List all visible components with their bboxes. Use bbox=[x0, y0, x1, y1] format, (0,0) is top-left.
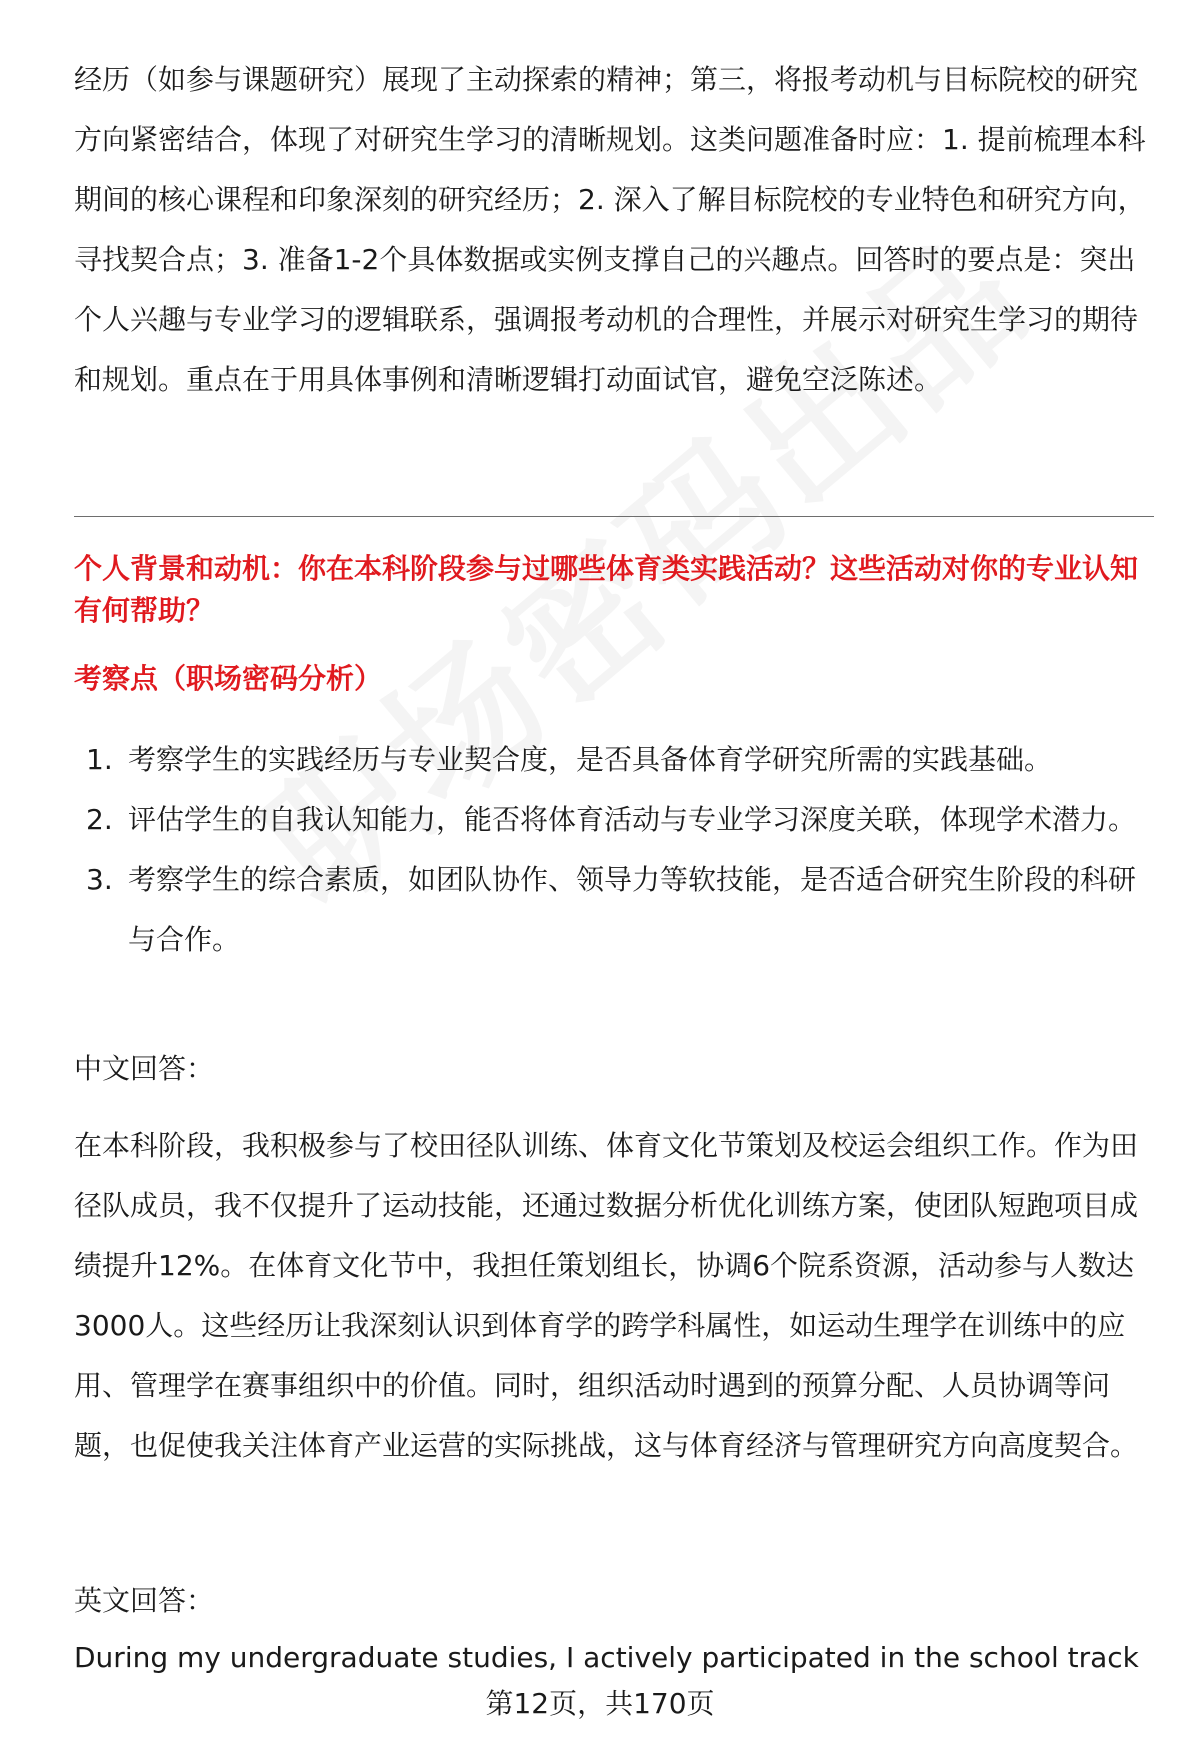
list-item-number: 3. bbox=[86, 863, 113, 896]
question-title: 个人背景和动机：你在本科阶段参与过哪些体育类实践活动？这些活动对你的专业认知有何帮助？ bbox=[74, 552, 1139, 627]
list-item-number: 2. bbox=[86, 803, 113, 836]
english-answer-label: 英文回答： bbox=[74, 1584, 215, 1617]
chinese-answer-text: 在本科阶段，我积极参与了校田径队训练、体育文化节策划及校运会组织工作。作为田径队成员，我不仅提升了运动技能，还通过数据分析优化训练方案，使团队短跑项目成绩提升12%。在体育文化节中，我担任策划组长，协调6个院系资源，活动参与人数达3000人。这些经历让我深刻认识到体育学的跨学科属性，如运动生理学在训练中的应用、管理学在赛事组织中的价值。同时，组织活动时遇到的预算分配、人员协调等问题，也促使我关注体育产业运营的实际挑战，这与体育经济与管理研究方向高度契合。 bbox=[74, 1129, 1139, 1462]
assessment-points-list bbox=[74, 730, 1154, 970]
page-number: 第12页，共170页 bbox=[485, 1687, 715, 1720]
points-heading: 考察点（职场密码分析） bbox=[74, 662, 383, 695]
list-item-text: 考察学生的综合素质，如团队协作、领导力等软技能，是否适合研究生阶段的科研与合作。 bbox=[128, 863, 1137, 956]
section-divider bbox=[74, 516, 1154, 517]
intro-paragraph: 经历（如参与课题研究）展现了主动探索的精神；第三，将报考动机与目标院校的研究方向紧密结合，体现了对研究生学习的清晰规划。这类问题准备时应：1. 提前梳理本科期间的核心课程和印象深刻的研究经历；2. 深入了解目标院校的专业特色和研究方向，寻找契合点；3. 准备1-2个具体数据或实例支撑自己的兴趣点。回答时的要点是：突出个人兴趣与专业学习的逻辑联系，强调报考动机的合理性，并展示对研究生学习的期待和规划。重点在于用具体事例和清晰逻辑打动面试官，避免空泛陈述。 bbox=[74, 63, 1146, 396]
list-item bbox=[74, 850, 1154, 970]
list-item bbox=[74, 730, 1154, 790]
list-item-text: 考察学生的实践经历与专业契合度，是否具备体育学研究所需的实践基础。 bbox=[128, 743, 1053, 776]
list-item bbox=[74, 790, 1154, 850]
list-item-text: 评估学生的自我认知能力，能否将体育活动与专业学习深度关联，体现学术潜力。 bbox=[128, 803, 1137, 836]
list-item-number: 1. bbox=[86, 743, 113, 776]
chinese-answer-label: 中文回答： bbox=[74, 1052, 215, 1085]
english-answer-text: During my undergraduate studies, I actively participated in the school track bbox=[74, 1641, 1139, 1674]
